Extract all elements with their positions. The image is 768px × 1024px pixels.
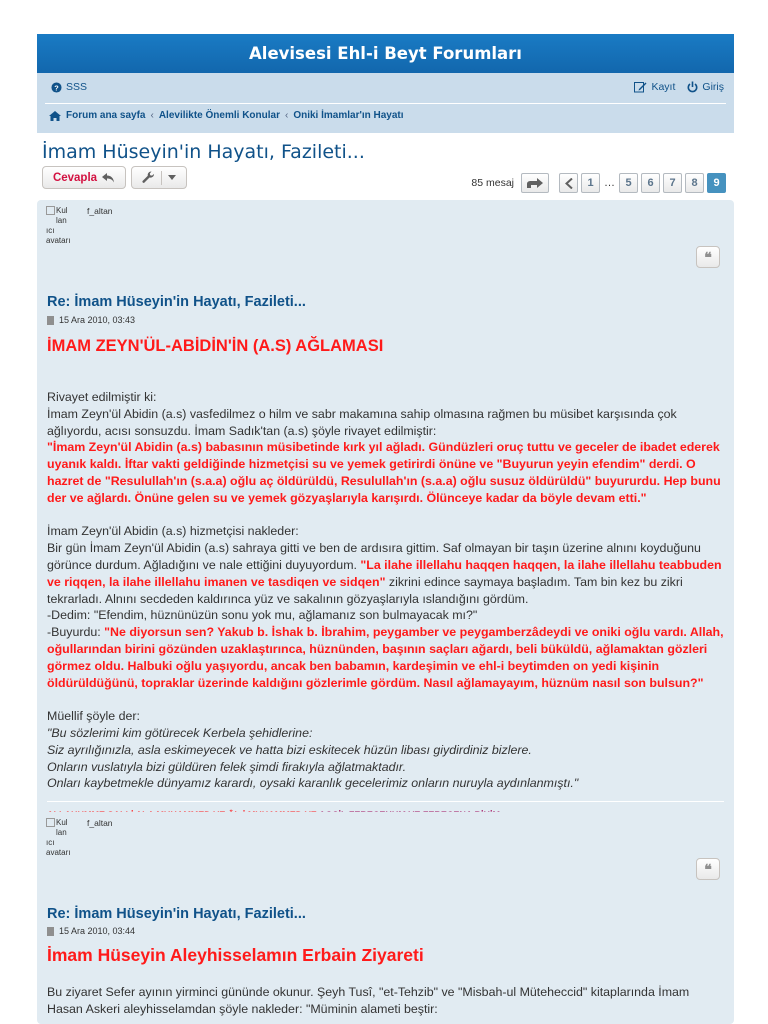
reply-label: Cevapla (52, 171, 98, 184)
poem-line: Siz ayrılığınızla, asla eskimeyecek ve hatta bizi eskitecek hüzün libası giydirdiniz bizlere. (47, 742, 532, 757)
breadcrumb-separator: ‹ (284, 110, 289, 121)
dropdown-divider (161, 171, 162, 185)
avatar[interactable] (46, 818, 78, 858)
power-icon (687, 81, 698, 93)
paragraph-gap (47, 691, 727, 708)
avatar-alt-text: Kul (56, 818, 68, 827)
tools-dropdown-button[interactable] (131, 166, 187, 189)
avatar-alt-text: avatarı (46, 848, 71, 857)
signature-divider (47, 801, 724, 802)
page-current-9[interactable]: 9 (707, 173, 726, 193)
post-file-icon[interactable] (47, 927, 54, 936)
pagination (471, 173, 726, 193)
broken-image-icon (46, 818, 55, 827)
post-title[interactable]: Re: İmam Hüseyin'in Hayatı, Fazileti... (47, 906, 306, 922)
text-run: zikrini edince saymaya başladım. Tam bin kez bu zikri tekrarladı. Alnını secdeden kaldırınca yüz ve sakalının gözyaşlarıyla ıslandığını gördüm. (47, 574, 683, 606)
text-run: Bir gün İmam Zeyn'ül Abidin (a.s) sahraya gitti ve ben de ardısıra gittim. Saf olmayan bir taşın üzerine alnını koyduğunu görünce durdum. Ağladığını ve nale ettiğini duyuyordum. (47, 541, 701, 572)
quote-button[interactable] (696, 246, 720, 268)
page (37, 34, 734, 1016)
caret-down-icon (168, 175, 176, 180)
post-date-text: 15 Ara 2010, 03:44 (59, 926, 136, 936)
avatar-alt-text: Kul (56, 206, 68, 215)
page-link-6[interactable]: 6 (641, 173, 660, 193)
paragraph-gap (47, 507, 727, 524)
post-heading: İMAM ZEYN'ÜL-ABİDİN'İN (A.S) AĞLAMASI (47, 337, 384, 355)
page-link-5[interactable]: 5 (619, 173, 638, 193)
poem-line: Onları kaybetmekle dünyamız karardı, oysaki karanlık gecelerimiz onların nuruyla aydınlanmıştı." (47, 776, 579, 791)
edit-icon (634, 81, 647, 93)
site-title[interactable]: Alevisesi Ehl-i Beyt Forumları (37, 34, 734, 73)
quote-button[interactable] (696, 858, 720, 880)
wrench-icon (142, 171, 155, 184)
page-link-8[interactable]: 8 (685, 173, 704, 193)
quote-icon: ❝ (704, 248, 712, 265)
avatar-alt-text: ıcı (46, 838, 55, 847)
poem-line: "Bu sözlerimi kim götürecek Kerbela şehidlerine: (47, 725, 313, 740)
post-paragraph: Rivayet edilmiştir ki: (47, 390, 157, 404)
reply-button[interactable] (42, 166, 126, 189)
breadcrumb-separator: ‹ (150, 110, 154, 121)
avatar-alt-text: ıcı (46, 226, 55, 235)
breadcrumb-category[interactable]: Alevilikte Önemli Konular (158, 110, 280, 121)
post-file-icon[interactable] (47, 316, 54, 325)
jump-to-page-button[interactable] (521, 173, 549, 193)
post-body (47, 389, 727, 792)
post-heading: İmam Hüseyin Aleyhisselamın Erbain Ziyareti (47, 945, 424, 965)
post-date (47, 926, 135, 936)
text-run: -Buyurdu: (47, 625, 105, 640)
breadcrumb-forum[interactable]: Oniki İmamlar'ın Hayatı (293, 110, 404, 121)
chevron-left-icon (565, 178, 573, 189)
login-link[interactable] (687, 81, 724, 93)
page-link-1[interactable]: 1 (581, 173, 600, 193)
post (37, 200, 734, 836)
page-link-7[interactable]: 7 (663, 173, 682, 193)
post (37, 812, 734, 1024)
post-author[interactable]: f_altan (87, 206, 113, 216)
prev-page-button[interactable] (559, 173, 578, 193)
avatar-alt-text: lan (56, 216, 67, 225)
breadcrumb (49, 110, 404, 121)
post-paragraph: Bu ziyaret Sefer ayının yirminci gününde okunur. Şeyh Tusî, "et-Tehzib" ve "Misbah-ul Müteheccid" kitaplarında İmam Hasan Askeri aleyhisselamdan şöyle nakleder: "Müminin alameti beştir: (47, 985, 690, 1016)
broken-image-icon (46, 206, 55, 215)
poem-line: Onların vuslatıyla bizi güldüren felek şimdi firakıyla ağlatmaktadır. (47, 759, 407, 774)
register-label: Kayıt (651, 81, 676, 93)
post-paragraph (47, 624, 727, 691)
post-body (47, 984, 727, 1018)
jump-arrow-icon (527, 178, 543, 189)
post-paragraph-red: "İmam Zeyn'ül Abidin (a.s) babasının müsibetinde kırk yıl ağladı. Gündüzleri oruç tuttu ve geceler de ibadet ederek uyanık kaldı. İftar vakti geldiğinde hizmetçisi su ve yemek getirirdi önüne ve "Buyurun yeyin efendim" derdi. O hazret de "Resulullah'ın (s.a.a) oğlu aç öldürüldü, Resulullah'ın (s.a.a) oğlu susuz öldürüldü" buyururdu. Hep bunu der ve ağlardı. Önüne gelen su ve yemek gözyaşlarıyla karışırdı. Ölünceye kadar da böyle devam etti." (47, 440, 721, 505)
login-label: Giriş (702, 81, 724, 93)
question-circle-icon (51, 82, 62, 93)
svg-text:?: ? (54, 82, 59, 92)
post-author[interactable]: f_altan (87, 818, 113, 828)
reply-arrow-icon (102, 173, 115, 183)
register-link[interactable] (634, 81, 675, 93)
post-date-text: 15 Ara 2010, 03:43 (59, 315, 136, 325)
post-paragraph (47, 540, 727, 607)
navbar (37, 73, 734, 133)
post-title[interactable]: Re: İmam Hüseyin'in Hayatı, Fazileti... (47, 294, 306, 310)
faq-link[interactable] (51, 81, 87, 93)
avatar[interactable] (46, 206, 78, 246)
post-paragraph: İmam Zeyn'ül Abidin (a.s) hizmetçisi nakleder: (47, 524, 299, 539)
breadcrumb-home[interactable]: Forum ana sayfa (66, 110, 146, 121)
quote-icon: ❝ (704, 860, 712, 877)
navbar-divider (45, 103, 726, 104)
text-run-red: "La ilahe illellahu haqqen haqqen, la ilahe illellahu teabbuden ve riqqen, la ilahe illellahu imanen ve tasdiqen ve sidqen" (47, 557, 722, 589)
topic-title[interactable]: İmam Hüseyin'in Hayatı, Fazileti... (42, 141, 365, 163)
faq-label: SSS (66, 81, 88, 93)
post-paragraph: İmam Zeyn'ül Abidin (a.s) vasfedilmez o hilm ve sabr makamına sahip olmasına rağmen bu müsibet karşısında çok ağlıyordu, acısı sonsuzdu. İmam Sadık'tan (a.s) şöyle rivayet edilmiştir: (47, 406, 677, 438)
pagination-ellipsis: … (604, 177, 615, 189)
post-paragraph: -Dedim: "Efendim, hüznünüzün sonu yok mu, ağlamanız son bulmayacak mı?" (47, 608, 478, 623)
home-icon (49, 111, 61, 121)
post-date (47, 315, 135, 325)
post-count: 85 mesaj (471, 177, 514, 189)
avatar-alt-text: lan (56, 828, 67, 837)
post-paragraph: Müellif şöyle der: (47, 709, 140, 724)
text-run-red: "Ne diyorsun sen? Yakub b. İshak b. İbrahim, peygamber ve peygamberzâdeydi ve oniki oğlu vardı. Allah, oğullarından birini gözünden uzaklaştırınca, hüznünden, başının saçları ağardı, beli büküldü, ağlamaktan gözleri görmez oldu. Halbuki oğlu yaşıyordu, ancak ben babamın, kardeşimin ve ehl-i beytimden on yedi kişinin öldürüldüğünü, topraklar üzerinde kaldığını gözlerimle gördüm. Nasıl ağlamayayım, hüznüm nasıl son bulsun?" (47, 625, 724, 690)
avatar-alt-text: avatarı (46, 236, 71, 245)
